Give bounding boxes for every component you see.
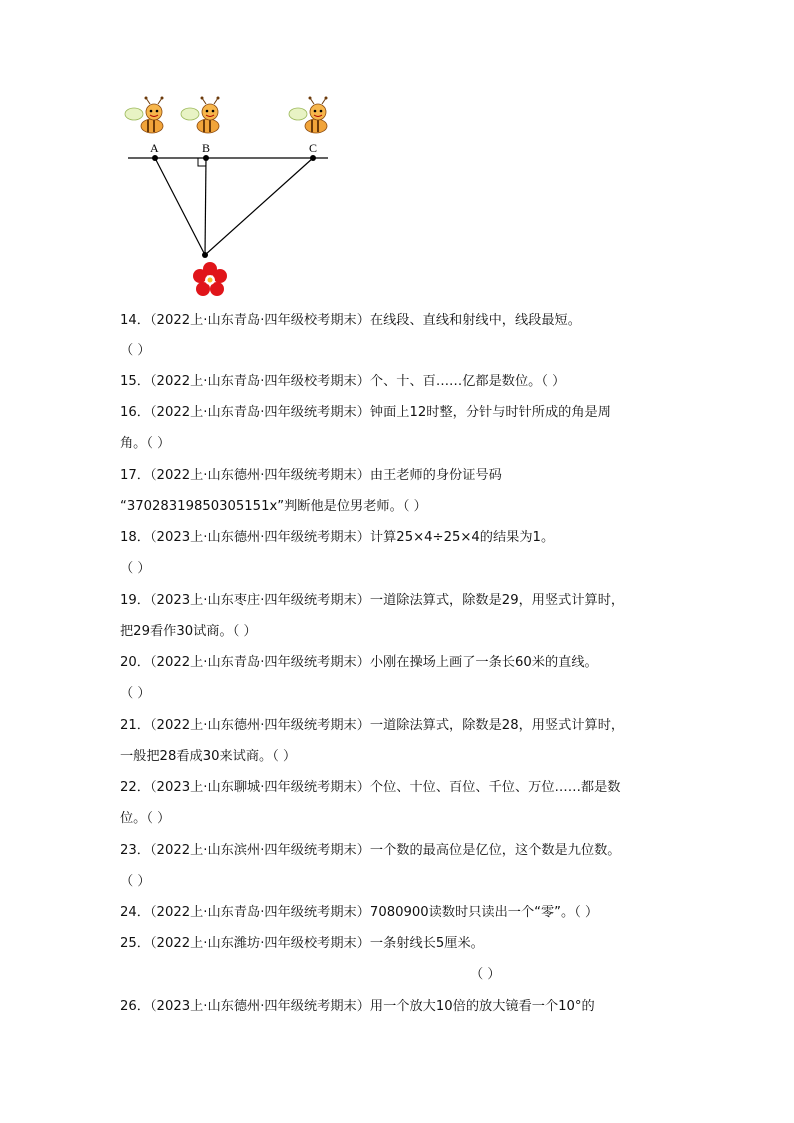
answer-blank[interactable]: （ ） [470, 967, 501, 982]
question-19: 19．（2023上·山东枣庄·四年级统考期末）一道除法算式，除数是29，用竖式计算时， [120, 593, 625, 608]
segment-C [205, 158, 313, 255]
question-16-cont: 角。（ ） [120, 436, 171, 451]
point-flower [202, 252, 208, 258]
bee-flower-figure [110, 88, 350, 308]
geometry-diagram [110, 88, 350, 308]
label-point-A: A [150, 141, 159, 155]
question-19-cont: 把29看作30试商。（ ） [120, 624, 257, 639]
answer-blank[interactable]: （ ） [120, 561, 151, 576]
bee-icon [181, 97, 220, 134]
question-20: 20．（2022上·山东青岛·四年级统考期末）小刚在操场上画了一条长60米的直线。 [120, 655, 598, 670]
label-point-C: C [309, 141, 318, 155]
question-14: 14．（2022上·山东青岛·四年级校考期末）在线段、直线和射线中，线段最短。 [120, 313, 581, 328]
question-21-cont: 一般把28看成30来试商。（ ） [120, 749, 297, 764]
flower-icon [193, 262, 227, 296]
question-25: 25．（2022上·山东潍坊·四年级校考期末）一条射线长5厘米。 [120, 936, 484, 951]
question-16: 16．（2022上·山东青岛·四年级统考期末）钟面上12时整，分针与时针所成的角是周 [120, 405, 611, 420]
question-15: 15．（2022上·山东青岛·四年级校考期末）个、十、百……亿都是数位。（ ） [120, 374, 566, 389]
question-24: 24．（2022上·山东青岛·四年级统考期末）7080900读数时只读出一个“零”。（ ） [120, 905, 599, 920]
answer-blank[interactable]: （ ） [120, 874, 151, 889]
question-17-cont: “37028319850305151x”判断他是位男老师。（ ） [120, 499, 427, 514]
segment-A [155, 158, 205, 255]
question-22: 22．（2023上·山东聊城·四年级统考期末）个位、十位、百位、千位、万位……都是数 [120, 780, 621, 795]
question-22-cont: 位。（ ） [120, 811, 171, 826]
answer-blank[interactable]: （ ） [120, 686, 151, 701]
bee-icon [125, 97, 164, 134]
bee-icon [289, 97, 328, 134]
answer-blank[interactable]: （ ） [120, 343, 151, 358]
segment-B [205, 158, 206, 255]
question-21: 21．（2022上·山东德州·四年级统考期末）一道除法算式，除数是28，用竖式计算时， [120, 718, 625, 733]
question-17: 17．（2022上·山东德州·四年级统考期末）由王老师的身份证号码 [120, 468, 502, 483]
question-18: 18．（2023上·山东德州·四年级统考期末）计算25×4÷25×4的结果为1。 [120, 530, 555, 545]
label-point-B: B [202, 141, 211, 155]
question-23: 23．（2022上·山东滨州·四年级统考期末）一个数的最高位是亿位，这个数是九位数。 [120, 843, 621, 858]
question-26: 26．（2023上·山东德州·四年级统考期末）用一个放大10倍的放大镜看一个10°的 [120, 999, 595, 1014]
